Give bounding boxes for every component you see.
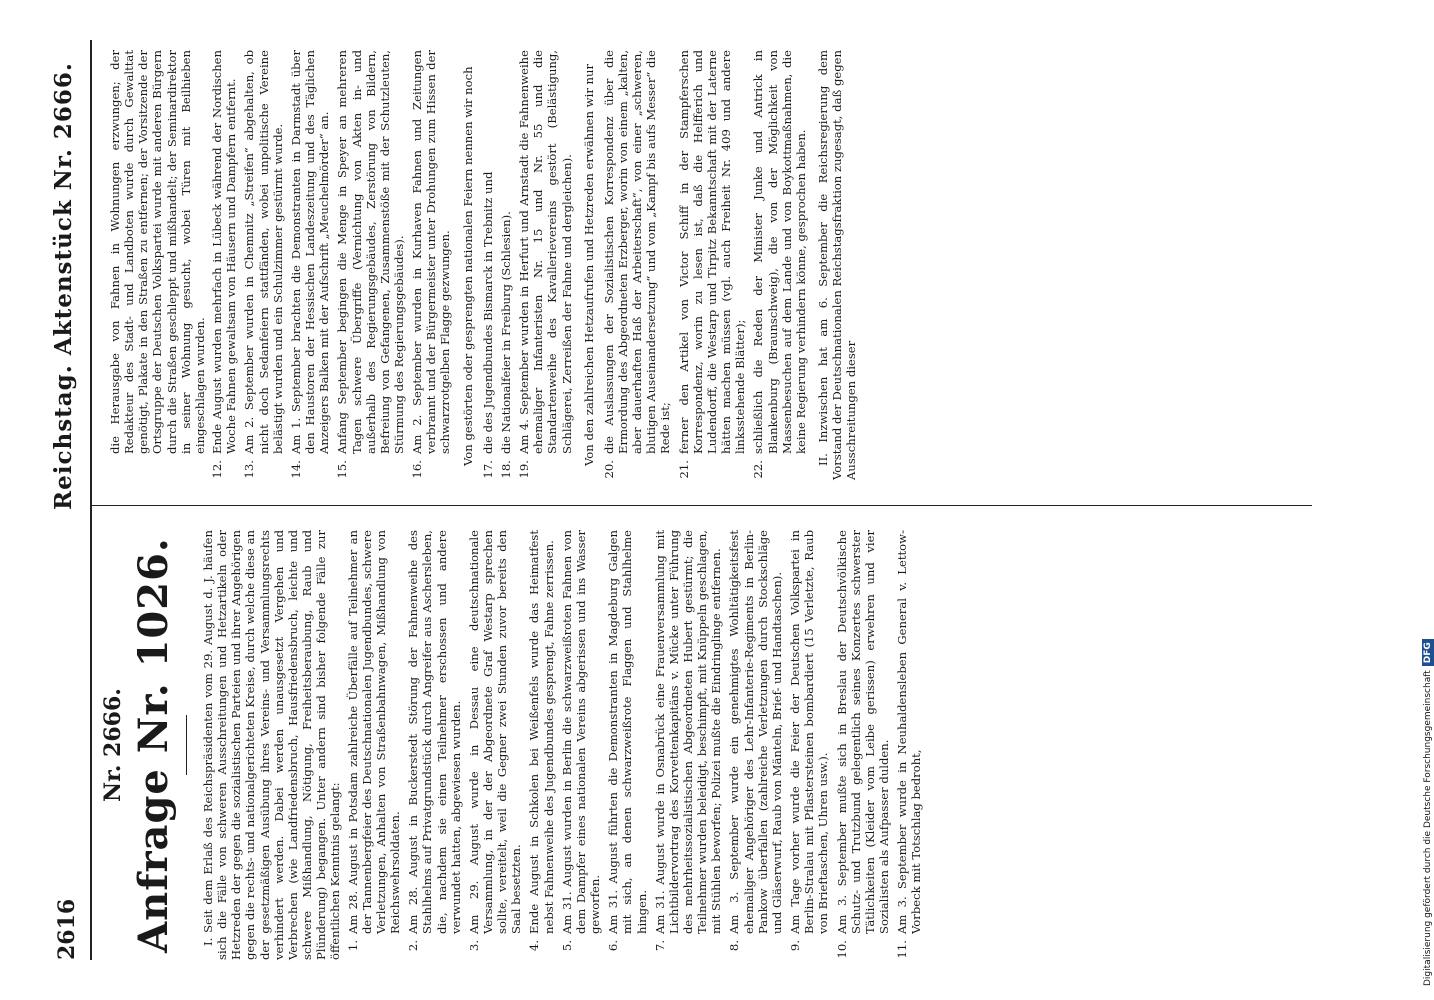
subheading-feiern: Von gestörten oder gesprengten nationalen Feiern nennen wir noch [460,66,475,466]
document-number: Nr. 2666. [100,688,126,802]
item-number: 1. [345,940,360,952]
item-number: 16. [410,460,425,479]
item-number: 2. [406,940,421,952]
list-item [895,530,923,960]
item-number: 10. [834,940,849,959]
item-text: Am 29. August wurde in Dessau eine deutschnationale Versammlung, in der der Abgeordnete Graf Westarp sprechen sollte, vereitelt, weil die Gegner zwei Stunden zuvor bereits den Saal besetzten. [466,530,524,934]
item-text: die des Jugendbundes Bismarck in Trebnitz und [480,171,495,454]
column-divider [92,505,1312,506]
list-item [467,530,524,960]
credit-line [1422,6,1434,986]
item-text: Ende August wurden mehrfach in Lübeck während der Nordischen Woche Fahnen gewaltsam von Häusern und Dampfern entfernt. [210,50,239,454]
list-item [677,50,748,480]
item-text: Am Tage vorher wurde die Feier der Deutschen Volkspartei in Berlin-Stralau mit Pflastersteinen bombardiert (15 Verletzte, Raub von Brieftaschen, Uhren usw.). [788,530,831,934]
list-item [653,530,724,960]
left-column [100,530,928,960]
intro-paragraph: I. Seit dem Erlaß des Reichspräsidenten vom 29. August d. J. häufen sich die Fälle von schweren Ausschreitungen und Hetzartikeln oder Hetzreden der gegen die sozialistischen Parteien und ihrer Angehörigen gegen die rechts- und nationalgerichteten Kreise, durch welche diese an der gesetzmäßigen Ausübung ihres Vereins- und Versammlungsrechts verhindert werden. Dabei werden unausgesetzt Vergehen und Verbrechen (wie Landfriedensbruch, Hausfriedensbruch, leichte und schwere Mißhandlung, Nötigung, Freiheitsberaubung, Raub und Plünderung) begangen. Unter andern sind bisher folgende Fälle zur öffentlichen Kenntnis gelangt: [201,530,343,960]
list-item [527,530,555,960]
item-number: 6. [606,940,621,952]
item-text: Am 1. September brachten die Demonstranten in Darmstadt über den Haustoren der Hessischen Landeszeitung und des Täglichen Anzeigers Balken mit der Aufschrift „Meuchelmörder“ an. [288,50,332,454]
item-text: Am 31. August wurde in Osnabrück eine Frauenversammlung mit Lichtbildervortrag des Korvettenkapitäns v. Mücke unter Führung des mehrheitssozialistischen Abgeordneten Hubert gestürmt; die Teilnehmer wurden beleidigt, beschimpft, mit Knüppeln geschlagen, mit Stühlen beworfen; Polizei mußte die Eindringlinge entfernen. [652,530,724,934]
list-item [406,530,463,960]
list-item [346,530,403,960]
list-item [289,50,331,480]
list-item [560,530,602,960]
list-item [499,50,513,480]
credit-text: Digitalisierung gefördert durch die Deutsche Forschungsgemeinschaft [1423,670,1433,986]
list-item [751,50,808,480]
list-item [242,50,284,480]
item-text: Am 3. September wurde ein genehmigtes Wohltätigkeitsfest ehemaliger Angehöriger des Lehr-Infanterie-Regiments in Berlin-Pankow überfallen (zahlreiche Verletzungen durch Stockschläge und Gläserwurf, Raub von Mänteln, Brief- und Handtaschen). [727,530,784,934]
subheading-hetzreden: Von den zahlreichen Hetzaufrufen und Hetzreden erwähnen wir nur [581,63,596,466]
list-item [835,530,892,960]
list-item [517,50,574,480]
right-column [108,50,862,480]
item-text: Am 28. August in Buckerstedt Störung der Fahnenweihe des Stahlhelms auf Privatgrundstück durch Angreifer aus Aschersleben, die, nachdem sie einen Teilnehmer erschossen und andere verwundet hatten, abgewiesen wurden. [406,530,463,934]
right-item-list-3 [602,50,808,480]
item-number: 20. [601,460,616,479]
item-text: Am 3. September mußte sich in Breslau der Deutschvölkische Schutz- und Trutzbund gelegentlich seines Konzertes schwerster Tätlichkeiten (Kleider vom Leibe gerissen) erwehren und vier Sozialisten als Aufpasser dulden. [834,530,892,934]
item-text: Am 2. September wurden in Chemnitz „Streifen“ abgehalten, ob nicht doch Sedanfeiern stattfänden, wobei unpolitische Vereine belästigt wurden und ein Schulzimmer gestürmt wurde. [242,50,285,454]
list-item [606,530,648,960]
item-number: 21. [676,460,691,479]
item-text: die Nationalfeier in Freiburg (Schlesien). [498,211,513,454]
item-number: 15. [335,460,350,479]
list-item [335,50,406,480]
dfg-logo: DFG [1422,639,1434,666]
document-title: Anfrage Nr. 1026. [130,537,177,953]
right-item-list-2 [481,50,574,480]
item-number: 14. [288,460,303,479]
item-number: 8. [727,940,742,952]
list-item [210,50,238,480]
margin-credit [1422,6,1434,986]
list-item [727,530,784,960]
header-rule [90,40,92,960]
title-rule [186,715,187,775]
item-number: 9. [788,940,803,952]
item-number: 18. [498,460,513,479]
item-text: Am 28. August in Potsdam zahlreiche Überfälle auf Teilnehmer an der Tannenbergfeier des Deutschnationalen Jugendbundes, schwere Verletzungen, Anhalten von Straßenbahnwagen, Mißhandlung von Reichswehrsoldaten. [345,530,403,934]
list-item [602,50,673,480]
item-text: ferner den Artikel von Victor Schiff in der Stampferschen Korrespondenz, worin zu lesen ist, daß die Helfferich und Ludendorff, die Westarp und Tirpitz Bekanntschaft mit der Laterne hätten machen müssen (vgl. auch Freiheit Nr. 409 und andere linksstehende Blätter); [676,50,748,454]
item-text: Anfang September begingen die Menge in Speyer an mehreren Tagen schwere Übergriffe (Vernichtung von Akten in- und außerhalb des Regierungsgebäudes, Zerstörung von Bildern, Befreiung von Gefangenen, Zusammenstöße mit der Schutzleuten, Stürmung des Regierungsgebäudes). [335,50,406,454]
item-text: Am 3. September wurde in Neuhaldensleben General v. Lettow-Vorbeck mit Totschlag bedroht, [895,530,924,934]
right-item-list [210,50,453,480]
final-paragraph: II. Inzwischen hat am 6. September die Reichsregierung dem Vorstand der Deutschnationalen Reichstagsfraktion zugesagt, daß gegen Ausschreitungen dieser [816,50,859,480]
left-item-list [346,530,924,960]
running-head: Reichstag. Aktenstück Nr. 2666. [50,62,77,510]
item-number: 17. [480,460,495,479]
page-number: 2616 [54,898,80,960]
item-text: die Auslassungen der Sozialistischen Korrespondenz über die Ermordung des Abgeordneten Erzberger, worin von einem „kalten, aber dauerhaften Haß der Arbeiterschaft“, von einer „schweren, blutigen Auseinandersetzung“ und vom „Kampf bis aufs Messer“ die Rede ist; [601,50,673,454]
item-text: Ende August in Schkolen bei Weißenfels wurde das Heimatfest nebst Fahnenweihe des Jugendbundes gesprengt, Fahne zerrissen. [527,530,556,934]
list-item [481,50,495,480]
list-item [410,50,452,480]
item-number: 5. [559,940,574,952]
item-number: 3. [466,940,481,952]
continued-paragraph: die Herausgabe von Fahnen in Wohnungen erzwungen; der Redakteur des Stadt- und Landboten wurde durch Gewalttat genötigt, Plakate in den Straßen zu entfernen; der Vorsitzende der Ortsgruppe der Deutschen Volkspartei wurde mit anderen Bürgern durch die Straßen geschleppt und mißhandelt; der Seminardirektor in seiner Wohnung gesucht, wobei Türen mit Beilhieben eingeschlagen wurden. [108,50,207,454]
item-number: 12. [210,460,225,479]
list-item [788,530,830,960]
item-number: 19. [517,460,532,479]
item-text: Am 4. September wurden in Herfurt und Arnstadt die Fahnenweihe ehemaliger Infanteristen Nr. 15 und Nr. 55 und die Standartenweihe des Kavallerievereins gestört (Belästigung, Schlägerei, Zerreißen der Fahne und dergleichen). [517,50,574,454]
page-header [48,40,88,960]
item-text: Am 31. August wurden in Berlin die schwarzweißroten Fahnen von dem Dampfer eines nationalen Vereins abgerissen und ins Wasser geworfen. [559,530,603,934]
item-text: Am 2. September wurden in Kurhaven Fahnen und Zeitungen verbrannt und der Bürgermeister unter Drohungen zum Hissen der schwarzrotgelben Flagge gezwungen. [410,50,453,454]
item-text: Am 31. August führten die Demonstranten in Magdeburg Galgen mit sich, an denen schwarzweißrote Flaggen und Stahlhelme hingen. [606,530,649,934]
item-number: 13. [242,460,257,479]
item-number: 11. [895,940,910,959]
item-number: 22. [751,460,766,479]
item-text: schließlich die Reden der Minister Junke und Antrick in Blankenburg (Braunschweig), die von der Möglichkeit von Massenbesuchen auf dem Lande und von Boykottmaßnahmen, die keine Regierung verhindern könne, gesprochen haben. [751,50,808,454]
item-number: 7. [652,940,667,952]
item-number: 4. [527,940,542,952]
